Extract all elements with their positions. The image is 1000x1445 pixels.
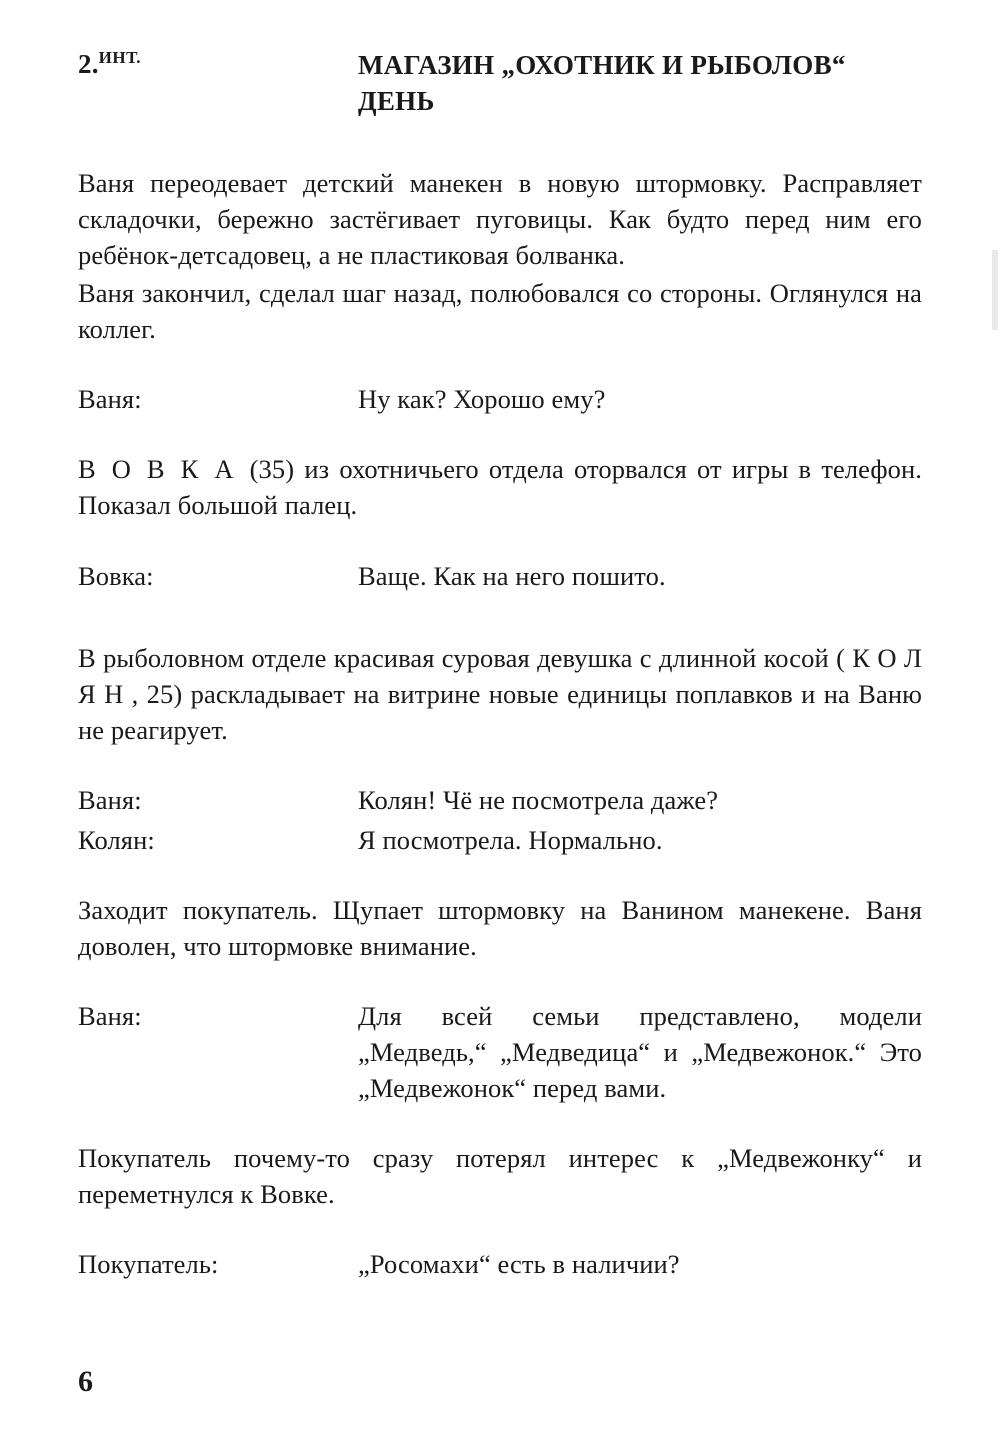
action-paragraph: Покупатель почему-то сразу потерял интерес к „Медвежонку“ и переметнулся к Вовке. [78, 1142, 922, 1209]
dialogue-line: Для всей семьи представлено, модели „Медведь,“ „Медведица“ и „Медвежонок.“ Это „Медвежонок“ перед вами. [358, 1000, 922, 1103]
dialogue-line: Ну как? Хорошо ему? [358, 384, 606, 415]
character-intro-name: В О В К А [78, 454, 250, 485]
action-paragraph: Ваня переодевает детский манекен в новую штормовку. Расправляет складочки, бережно застёгивает пуговицы. Как будто перед ним его ребёнок-детсадовец, а не пластиковая болванка. [78, 168, 922, 271]
dialogue-line: Я посмотрела. Нормально. [358, 824, 663, 855]
action-paragraph: Заходит покупатель. Щупает штормовку на Ванином манекене. Ваня доволен, что штормовке внимание. [78, 894, 922, 961]
dialogue-block [78, 782, 922, 818]
scene-title-line-1: МАГАЗИН „ОХОТНИК И РЫБОЛОВ“ [358, 50, 846, 80]
dialogue-character: Вовка: [78, 560, 154, 591]
scene-number-value: 2. [78, 49, 99, 79]
dialogue-block [78, 822, 922, 858]
action-paragraph: Ваня закончил, сделал шаг назад, полюбовался со стороны. Оглянулся на коллег. [78, 278, 922, 345]
action-paragraph [78, 451, 922, 523]
dialogue-line: Колян! Чё не посмотрела даже? [358, 784, 719, 815]
dialogue-character: Ваня: [78, 1000, 142, 1031]
scan-edge-artifact [992, 250, 998, 330]
dialogue-character: Ваня: [78, 384, 142, 415]
dialogue-line: „Росомахи“ есть в наличии? [358, 1248, 680, 1279]
dialogue-block [78, 998, 922, 1106]
dialogue-character: Покупатель: [78, 1248, 219, 1279]
scene-number-superscript: ИНТ. [98, 48, 141, 67]
dialogue-line: Ваще. Как на него пошито. [358, 560, 666, 591]
dialogue-character: Ваня: [78, 784, 142, 815]
action-paragraph: В рыболовном отделе красивая суровая девушка с длинной косой ( К О Л Я Н , 25) раскладывает на витрине новые единицы поплавков и на Ваню не реагирует. [78, 642, 922, 745]
dialogue-block [78, 1246, 922, 1282]
scene-number [78, 48, 358, 80]
scene-heading [78, 48, 922, 119]
dialogue-block [78, 558, 922, 594]
dialogue-character: Колян: [78, 824, 155, 855]
action-paragraph-text: (35) из охотничьего отдела оторвался от игры в телефон. Показал большой палец. [78, 454, 922, 521]
dialogue-block [78, 381, 922, 417]
scene-title [358, 48, 846, 119]
page-number: 6 [78, 1365, 93, 1398]
scene-title-line-2: ДЕНЬ [358, 85, 435, 116]
